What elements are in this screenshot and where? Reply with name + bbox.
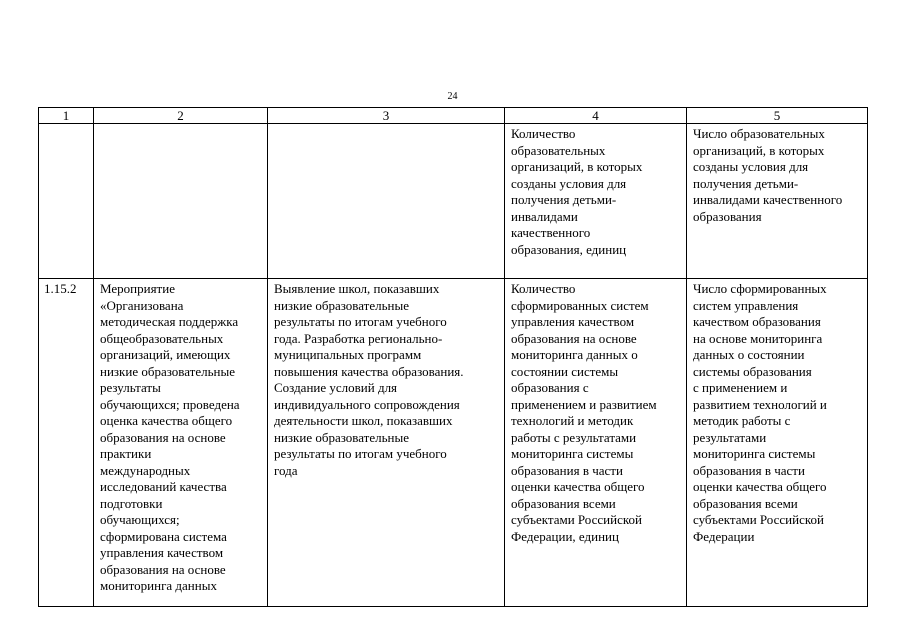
column-header-4: 4 [505, 108, 687, 124]
table-header-row [39, 108, 868, 124]
event-description-cell [268, 124, 505, 279]
row-number-cell [39, 124, 94, 279]
event-description-cell: Выявление школ, показавших низкие образовательные результаты по итогам учебного года. Разработка регионально- муниципальных программ повышения качества образования. Создание условий для индивидуального сопровождения деятельности школ, показавших низкие образовательные результаты по итогам учебного года [268, 279, 505, 607]
row-number-cell: 1.15.2 [39, 279, 94, 607]
column-header-1: 1 [39, 108, 94, 124]
column-header-2: 2 [94, 108, 268, 124]
table-row [39, 279, 868, 607]
column-header-5: 5 [687, 108, 868, 124]
indicator-method-cell: Число сформированных систем управления качеством образования на основе мониторинга данных о состоянии системы образования с применением и развитием технологий и методик работы с результатами мониторинга системы образования в части оценки качества общего образования всеми субъектами Российской Федерации [687, 279, 868, 607]
page-number: 24 [447, 91, 458, 102]
table-row [39, 124, 868, 279]
event-name-cell: Мероприятие «Организована методическая поддержка общеобразовательных организаций, имеющих низкие образовательные результаты обучающихся; проведена оценка качества общего образования на основе практики международных исследований качества подготовки обучающихся; сформирована система управления качеством образования на основе мониторинга данных [94, 279, 268, 607]
indicator-name-cell: Количество образовательных организаций, в которых созданы условия для получения детьми- инвалидами качественного образования, единиц [505, 124, 687, 279]
indicators-table [38, 107, 868, 607]
indicator-name-cell: Количество сформированных систем управления качеством образования на основе мониторинга данных о состоянии системы образования с применением и развитием технологий и методик работы с результатами мониторинга системы образования в части оценки качества общего образования всеми субъектами Российской Федерации, единиц [505, 279, 687, 607]
indicator-method-cell: Число образовательных организаций, в которых созданы условия для получения детьми- инвалидами качественного образования [687, 124, 868, 279]
event-name-cell [94, 124, 268, 279]
column-header-3: 3 [268, 108, 505, 124]
